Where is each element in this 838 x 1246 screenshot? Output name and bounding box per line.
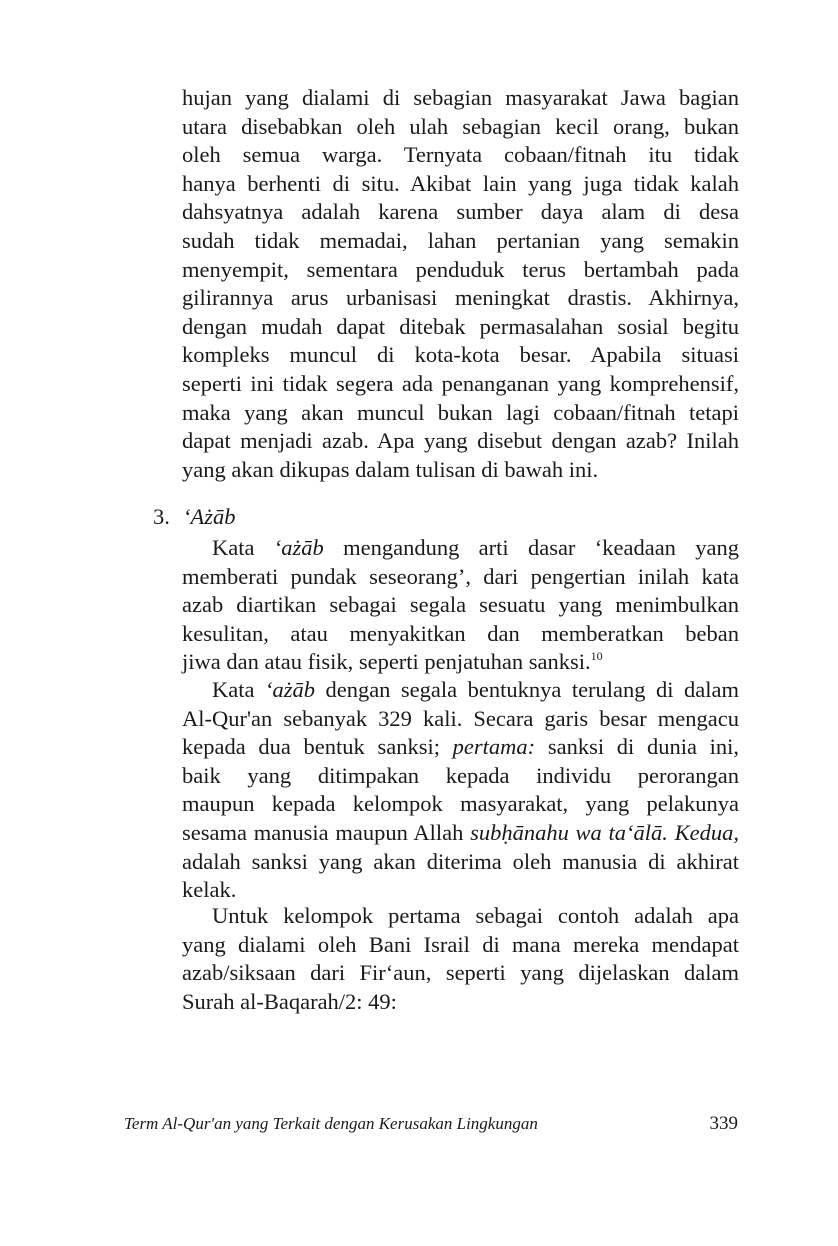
text-run: jiwa dan atau fisik, seperti penjatuhan sanksi. [182,649,591,675]
footnote-ref[interactable]: 10 [590,649,603,664]
text-run: Kata [212,535,274,560]
paragraph-line: memberati pundak seseorang’, dari pengertian inilah kata [182,563,739,589]
paragraph-line: sudah tidak memadai, lahan pertanian yang semakin [182,227,739,253]
paragraph-line: kelak. [182,877,237,903]
paragraph-line: adalah sanksi yang akan diterima oleh manusia di akhirat [182,848,739,874]
paragraph-line: Surah al-Baqarah/2: 49: [182,988,397,1014]
text-run: sesama manusia maupun Allah [182,819,471,845]
paragraph-line: dahsyatnya adalah karena sumber daya alam di desa [182,199,739,225]
running-title: Term Al-Qur'an yang Terkait dengan Kerusakan Lingkungan [124,1114,538,1133]
italic-term: subḥānahu wa ta‘ālā. Kedua, [470,819,739,845]
paragraph-line [182,534,739,563]
paragraph-line: kesulitan, atau menyakitkan dan memberatkan beban [182,620,739,646]
text-run: dengan segala bentuknya terulang di dalam [314,677,739,702]
paragraph-line [182,733,739,762]
paragraph-line: Al-Qur'an sebanyak 329 kali. Secara garis besar mengacu [182,705,739,731]
paragraph-line: menyempit, sementara penduduk terus bertambah pada [182,256,739,282]
paragraph-4 [182,902,739,1016]
paragraph-line: Untuk kelompok pertama sebagai contoh adalah apa [212,903,739,928]
paragraph-line: maka yang akan muncul bukan lagi cobaan/fitnah tetapi [182,399,739,425]
paragraph-line: maupun kepada kelompok masyarakat, yang pelakunya [182,791,739,817]
paragraph-line: yang dialami oleh Bani Israil di mana mereka mendapat [182,931,739,957]
text-run: mengandung arti dasar ‘keadaan yang [323,535,739,560]
text-run: Kata [212,677,265,702]
paragraph-line: utara disebabkan oleh ulah sebagian kecil orang, bukan [182,113,739,139]
text-run: sanksi di dunia ini, [535,734,739,760]
paragraph-line [182,819,739,848]
paragraph-line: dengan mudah dapat ditebak permasalahan sosial begitu [182,313,739,339]
paragraph-line: seperti ini tidak segera ada penanganan yang komprehensif, [182,370,739,396]
section-title: ‘Ażāb [183,504,236,529]
italic-term: pertama: [452,734,536,760]
text-run: kepada dua bentuk sanksi; [182,734,453,760]
paragraph-line: yang akan dikupas dalam tulisan di bawah ini. [182,456,599,482]
paragraph-line: azab/siksaan dari Fir‘aun, seperti yang dijelaskan dalam [182,960,739,986]
page-number: 339 [709,1113,738,1134]
paragraph-2 [182,534,739,677]
paragraph-line: kompleks muncul di kota-kota besar. Apabila situasi [182,342,739,368]
section-heading [153,503,236,531]
italic-term: ‘ażāb [264,677,315,702]
paragraph-line: dapat menjadi azab. Apa yang disebut dengan azab? Inilah [182,428,739,454]
paragraph-line [182,676,739,705]
paragraph-line: gilirannya arus urbanisasi meningkat drastis. Akhirnya, [182,285,739,311]
paragraph-line: oleh semua warga. Ternyata cobaan/fitnah itu tidak [182,142,739,168]
paragraph-line: hujan yang dialami di sebagian masyarakat Jawa bagian [182,85,739,110]
italic-term: ‘ażāb [273,535,324,560]
paragraph-line: hanya berhenti di situ. Akibat lain yang juga tidak kalah [182,170,739,196]
paragraph-3 [182,676,739,905]
section-number: 3. [153,504,170,529]
paragraph-line: azab diartikan sebagai segala sesuatu yang menimbulkan [182,592,739,618]
paragraph-1 [182,84,739,484]
paragraph-line: baik yang ditimpakan kepada individu perorangan [182,762,739,788]
paragraph-line [182,648,739,677]
